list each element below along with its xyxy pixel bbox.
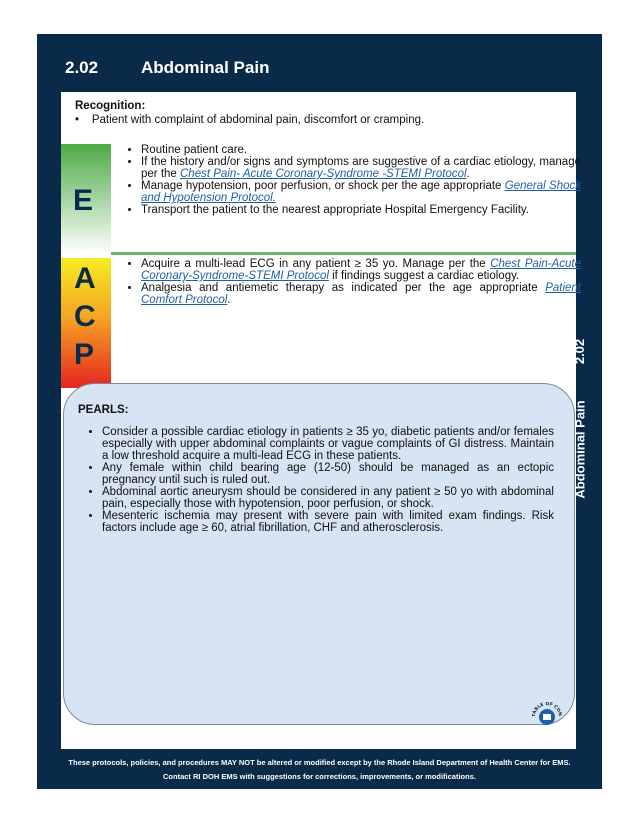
list-item: • Mesenteric ischemia may present with severe pain with limited exam findings. Risk factors include age ≥ 60, atrial fibrillation, CHF and atherosclerosis. xyxy=(102,510,554,534)
pearls-box xyxy=(63,383,575,725)
tier-acp-list xyxy=(123,258,581,306)
protocol-link[interactable]: Chest Pain- Acute Coronary-Syndrome -STEMI Protocol xyxy=(180,168,467,180)
list-item: • If the history and/or signs and symptoms are suggestive of a cardiac etiology, manage per the Chest Pain- Acute Coronary-Syndrome -STEMI Protocol. xyxy=(141,156,581,180)
page-frame xyxy=(37,34,602,789)
svg-text:TABLE OF CONTENTS: TABLE OF CON xyxy=(532,702,562,718)
footer-line-1: These protocols, policies, and procedures MAY NOT be altered or modified except by the Rhode Island Department of Health Center for EMS. xyxy=(68,758,571,767)
recognition-title: Recognition: xyxy=(75,100,146,112)
side-title: Abdominal Pain xyxy=(572,400,588,499)
protocol-link[interactable]: Patient Comfort Protocol xyxy=(141,282,581,306)
list-item: • Abdominal aortic aneurysm should be considered in any patient ≥ 50 yo with abdominal pain, especially those with hypotension, poor perfusion, or shock. xyxy=(102,486,554,510)
tier-acp-badge: A C P xyxy=(61,258,111,388)
header xyxy=(37,34,602,92)
side-number: 2.02 xyxy=(572,338,588,365)
list-item: • Routine patient care. xyxy=(141,144,581,156)
list-item: • Transport the patient to the nearest appropriate Hospital Emergency Facility. xyxy=(141,204,581,216)
list-item: • Acquire a multi-lead ECG in any patient ≥ 35 yo. Manage per the Chest Pain-Acute Coronary-Syndrome-STEMI Protocol if findings suggest a cardiac etiology. xyxy=(141,258,581,282)
divider xyxy=(111,252,576,255)
protocol-link[interactable]: General Shock and Hypotension Protocol. xyxy=(141,180,581,204)
tier-e-section xyxy=(61,144,581,256)
pearls-list xyxy=(84,426,554,534)
list-item: • Any female within child bearing age (12-50) should be managed as an ectopic pregnancy until such is ruled out. xyxy=(102,462,554,486)
list-item: • Consider a possible cardiac etiology in patients ≥ 35 yo, diabetic patients and/or females especially with upper abdominal complaints or vague complaints of GI distress. Maintain a low threshold acquire a multi-lead ECG in these patients. xyxy=(102,426,554,462)
protocol-number: 2.02 xyxy=(65,58,99,77)
recognition-section xyxy=(75,100,424,126)
tier-e-list xyxy=(123,144,581,216)
footer xyxy=(37,756,602,784)
tier-e-badge: E xyxy=(61,144,111,254)
recognition-item: • Patient with complaint of abdominal pain, discomfort or cramping. xyxy=(75,114,425,126)
footer-line-2: Contact RI DOH EMS with suggestions for corrections, improvements, or modifications. xyxy=(163,772,476,781)
page-title: Abdominal Pain xyxy=(141,58,270,77)
list-item: • Manage hypotension, poor perfusion, or shock per the age appropriate General Shock and Hypotension Protocol. xyxy=(141,180,581,204)
table-of-contents-icon[interactable] xyxy=(532,702,562,732)
protocol-link[interactable]: Chest Pain-Acute Coronary-Syndrome-STEMI Protocol xyxy=(141,258,581,282)
list-item: • Analgesia and antiemetic therapy as indicated per the age appropriate Patient Comfort Protocol. xyxy=(141,282,581,306)
pearls-title: PEARLS: xyxy=(78,404,129,416)
